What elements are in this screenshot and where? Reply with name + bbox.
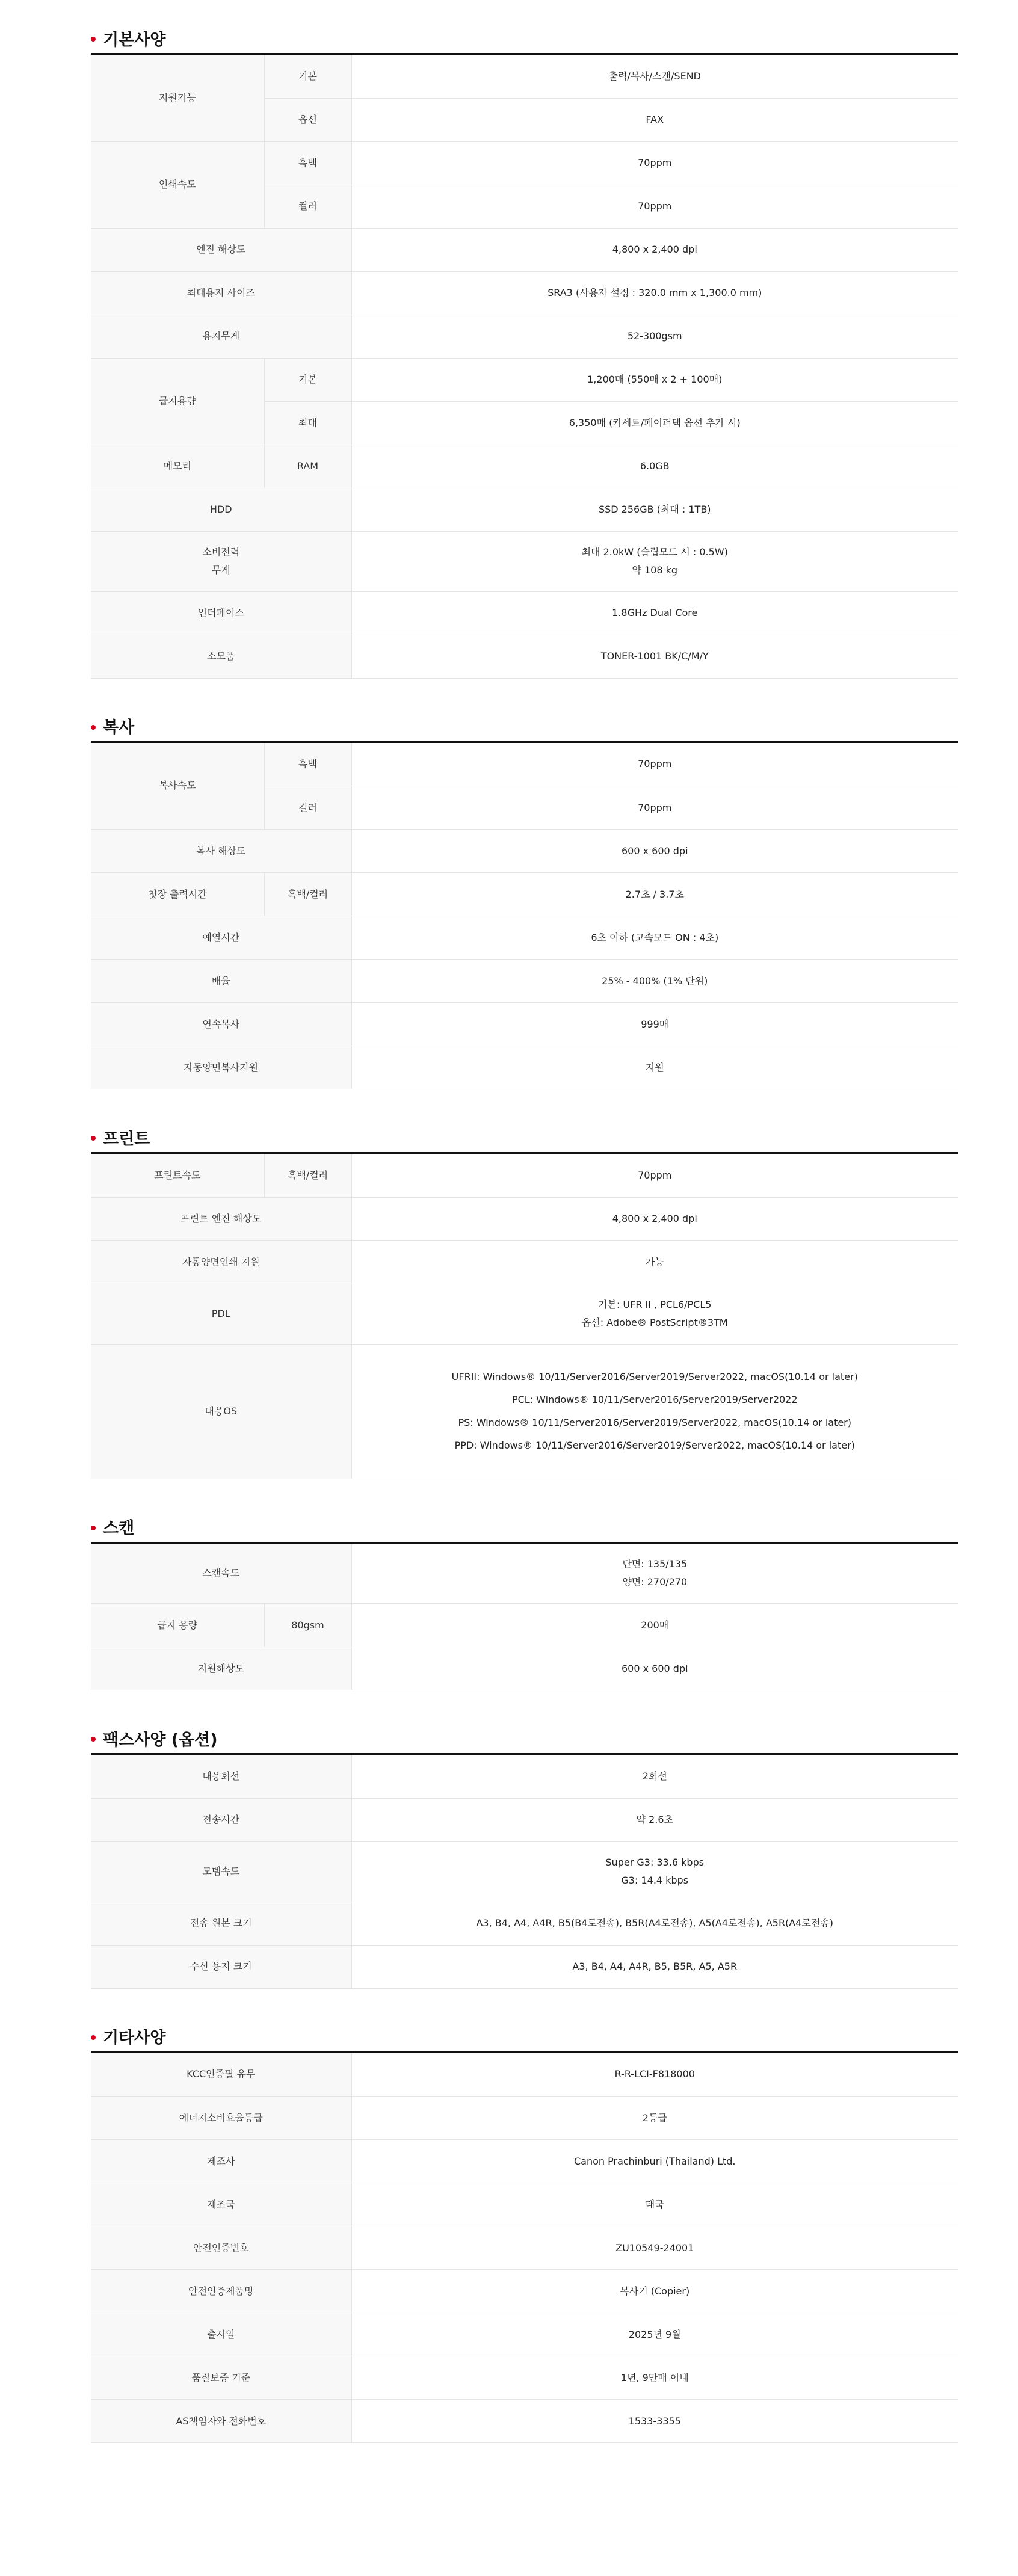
section-title-text: 프린트 xyxy=(103,1129,150,1148)
row-label: 자동양면복사지원 xyxy=(91,1046,351,1089)
row-sublabel: 옵션 xyxy=(264,98,351,141)
row-value: 600 x 600 dpi xyxy=(351,830,958,873)
table-row xyxy=(91,1240,958,1284)
table-row xyxy=(91,55,958,98)
row-label: 대응회선 xyxy=(91,1755,351,1798)
section-title-copy xyxy=(91,711,958,743)
table-row xyxy=(91,1284,958,1344)
table-row xyxy=(91,2356,958,2400)
section-title-etc xyxy=(91,2021,958,2053)
table-row xyxy=(91,830,958,873)
table-row xyxy=(91,1154,958,1197)
row-label: 인터페이스 xyxy=(91,591,351,635)
row-label: 연속복사 xyxy=(91,1003,351,1046)
row-value: 6,350매 (카세트/페이퍼덱 옵션 추가 시) xyxy=(351,401,958,445)
row-label: 프린트 엔진 해상도 xyxy=(91,1197,351,1240)
row-label: 전송시간 xyxy=(91,1798,351,1841)
row-label: 전송 원본 크기 xyxy=(91,1902,351,1945)
table-row xyxy=(91,960,958,1003)
section-title-text: 기타사양 xyxy=(103,2029,166,2047)
row-label: 지원기능 xyxy=(91,55,264,141)
section-fax xyxy=(91,1723,958,1989)
row-value: 6초 이하 (고속모드 ON : 4초) xyxy=(351,916,958,960)
row-value: R-R-LCI-F818000 xyxy=(351,2053,958,2097)
row-value: 4,800 x 2,400 dpi xyxy=(351,228,958,271)
table-row xyxy=(91,1841,958,1902)
row-sublabel: 최대 xyxy=(264,401,351,445)
row-sublabel: 컬러 xyxy=(264,185,351,228)
row-label: 안전인증번호 xyxy=(91,2226,351,2270)
row-label: 메모리 xyxy=(91,445,264,488)
table-row xyxy=(91,315,958,358)
row-label xyxy=(91,531,351,591)
row-value xyxy=(351,1344,958,1479)
table-row xyxy=(91,2097,958,2140)
table-row xyxy=(91,228,958,271)
row-value xyxy=(351,1841,958,1902)
row-label: 수신 용지 크기 xyxy=(91,1945,351,1988)
row-value: 70ppm xyxy=(351,786,958,830)
row-label: 자동양면인쇄 지원 xyxy=(91,1240,351,1284)
section-title-fax xyxy=(91,1723,958,1755)
row-value-line: 약 108 kg xyxy=(632,564,678,576)
table-row xyxy=(91,2053,958,2097)
spec-table-copy xyxy=(91,743,958,1090)
row-label: 소모품 xyxy=(91,635,351,678)
row-label: 복사속도 xyxy=(91,743,264,830)
row-label: 배율 xyxy=(91,960,351,1003)
spec-table-print xyxy=(91,1154,958,1479)
row-label: 급지용량 xyxy=(91,358,264,445)
row-label: HDD xyxy=(91,488,351,531)
row-value: 999매 xyxy=(351,1003,958,1046)
table-row xyxy=(91,1647,958,1690)
table-row xyxy=(91,141,958,185)
row-value: 2등급 xyxy=(351,2097,958,2140)
table-row xyxy=(91,916,958,960)
table-row xyxy=(91,488,958,531)
row-value: FAX xyxy=(351,98,958,141)
row-value: 약 2.6초 xyxy=(351,1798,958,1841)
row-sublabel: 흑백/컬러 xyxy=(264,873,351,916)
bullet-dot-icon xyxy=(91,1526,96,1530)
row-value-line: 단면: 135/135 xyxy=(622,1558,688,1570)
table-row xyxy=(91,1798,958,1841)
row-sublabel: 흑백 xyxy=(264,743,351,786)
section-title-text: 팩스사양 (옵션) xyxy=(103,1730,218,1749)
table-row xyxy=(91,531,958,591)
os-support-line: UFRII: Windows® 10/11/Server2016/Server2019/Server2022, macOS(10.14 or later) xyxy=(451,1371,858,1382)
table-row xyxy=(91,1604,958,1647)
row-value: SSD 256GB (최대 : 1TB) xyxy=(351,488,958,531)
row-value: SRA3 (사용자 설정 : 320.0 mm x 1,300.0 mm) xyxy=(351,271,958,315)
row-value: 지원 xyxy=(351,1046,958,1089)
table-row xyxy=(91,873,958,916)
row-sublabel: 컬러 xyxy=(264,786,351,830)
row-label: 스캔속도 xyxy=(91,1544,351,1604)
row-label-line: 무게 xyxy=(211,564,230,576)
table-row xyxy=(91,591,958,635)
row-value: TONER-1001 BK/C/M/Y xyxy=(351,635,958,678)
row-label: 안전인증제품명 xyxy=(91,2270,351,2313)
table-row xyxy=(91,1544,958,1604)
table-row xyxy=(91,2270,958,2313)
table-row xyxy=(91,2226,958,2270)
row-value xyxy=(351,531,958,591)
section-title-scan xyxy=(91,1512,958,1544)
row-value-line: 옵션: Adobe® PostScript®3TM xyxy=(581,1317,728,1328)
row-label: 지원해상도 xyxy=(91,1647,351,1690)
row-label: 모뎀속도 xyxy=(91,1841,351,1902)
table-row xyxy=(91,1344,958,1479)
table-row xyxy=(91,2183,958,2226)
row-sublabel: 흑백 xyxy=(264,141,351,185)
row-value: 70ppm xyxy=(351,1154,958,1197)
row-value: 1.8GHz Dual Core xyxy=(351,591,958,635)
row-value: 가능 xyxy=(351,1240,958,1284)
row-value: Canon Prachinburi (Thailand) Ltd. xyxy=(351,2140,958,2183)
row-value-line: G3: 14.4 kbps xyxy=(621,1875,689,1886)
row-value: 태국 xyxy=(351,2183,958,2226)
row-value: 52-300gsm xyxy=(351,315,958,358)
table-row xyxy=(91,635,958,678)
row-label: 대응OS xyxy=(91,1344,351,1479)
section-title-text: 스캔 xyxy=(103,1519,135,1538)
row-sublabel: 80gsm xyxy=(264,1604,351,1647)
row-label: 엔진 해상도 xyxy=(91,228,351,271)
row-value: ZU10549-24001 xyxy=(351,2226,958,2270)
row-label: 첫장 출력시간 xyxy=(91,873,264,916)
row-label: KCC인증필 유무 xyxy=(91,2053,351,2097)
table-row xyxy=(91,445,958,488)
bullet-dot-icon xyxy=(91,1136,96,1141)
section-title-basic xyxy=(91,23,958,55)
row-label: PDL xyxy=(91,1284,351,1344)
table-row xyxy=(91,2313,958,2356)
table-row xyxy=(91,1902,958,1945)
row-label: AS책임자와 전화번호 xyxy=(91,2400,351,2443)
row-label: 급지 용량 xyxy=(91,1604,264,1647)
row-value: 복사기 (Copier) xyxy=(351,2270,958,2313)
row-value: 1년, 9만매 이내 xyxy=(351,2356,958,2400)
row-sublabel: RAM xyxy=(264,445,351,488)
row-value-line: 양면: 270/270 xyxy=(622,1576,688,1588)
row-value: 70ppm xyxy=(351,141,958,185)
row-label: 제조사 xyxy=(91,2140,351,2183)
row-sublabel: 기본 xyxy=(264,358,351,401)
row-label: 인쇄속도 xyxy=(91,141,264,228)
section-title-text: 복사 xyxy=(103,718,135,737)
row-label: 에너지소비효율등급 xyxy=(91,2097,351,2140)
row-label: 최대용지 사이즈 xyxy=(91,271,351,315)
row-value: 2회선 xyxy=(351,1755,958,1798)
spec-table-etc xyxy=(91,2053,958,2444)
row-value: 1533-3355 xyxy=(351,2400,958,2443)
row-label: 제조국 xyxy=(91,2183,351,2226)
table-row xyxy=(91,1945,958,1988)
row-value xyxy=(351,1544,958,1604)
row-label: 프린트속도 xyxy=(91,1154,264,1197)
bullet-dot-icon xyxy=(91,37,96,42)
section-etc xyxy=(91,2021,958,2444)
table-row xyxy=(91,1003,958,1046)
bullet-dot-icon xyxy=(91,2035,96,2040)
row-value: 70ppm xyxy=(351,743,958,786)
bullet-dot-icon xyxy=(91,1737,96,1742)
row-value: 25% - 400% (1% 단위) xyxy=(351,960,958,1003)
section-scan xyxy=(91,1512,958,1691)
row-value-line: 기본: UFR II , PCL6/PCL5 xyxy=(598,1299,712,1310)
row-value: 2025년 9월 xyxy=(351,2313,958,2356)
table-row xyxy=(91,1755,958,1798)
row-label: 품질보증 기준 xyxy=(91,2356,351,2400)
row-value: A3, B4, A4, A4R, B5, B5R, A5, A5R xyxy=(351,1945,958,1988)
spec-table-fax xyxy=(91,1755,958,1989)
table-row xyxy=(91,358,958,401)
row-value: 70ppm xyxy=(351,185,958,228)
row-value: 600 x 600 dpi xyxy=(351,1647,958,1690)
row-label: 용지무게 xyxy=(91,315,351,358)
row-label-line: 소비전력 xyxy=(202,546,240,558)
row-sublabel: 기본 xyxy=(264,55,351,98)
section-copy xyxy=(91,711,958,1090)
row-value: A3, B4, A4, A4R, B5(B4로전송), B5R(A4로전송), A5(A4로전송), A5R(A4로전송) xyxy=(351,1902,958,1945)
table-row xyxy=(91,1046,958,1089)
section-print xyxy=(91,1122,958,1479)
row-value: 2.7초 / 3.7초 xyxy=(351,873,958,916)
row-label: 출시일 xyxy=(91,2313,351,2356)
table-row xyxy=(91,2400,958,2443)
row-value: 6.0GB xyxy=(351,445,958,488)
table-row xyxy=(91,743,958,786)
os-support-line: PS: Windows® 10/11/Server2016/Server2019/Server2022, macOS(10.14 or later) xyxy=(458,1417,851,1428)
row-label: 예열시간 xyxy=(91,916,351,960)
spec-table-basic xyxy=(91,55,958,679)
bullet-dot-icon xyxy=(91,725,96,730)
row-value: 4,800 x 2,400 dpi xyxy=(351,1197,958,1240)
row-value: 1,200매 (550매 x 2 + 100매) xyxy=(351,358,958,401)
section-title-text: 기본사양 xyxy=(103,30,166,49)
row-value: 200매 xyxy=(351,1604,958,1647)
row-value-line: 최대 2.0kW (슬립모드 시 : 0.5W) xyxy=(581,546,728,558)
row-label: 복사 해상도 xyxy=(91,830,351,873)
os-support-line: PPD: Windows® 10/11/Server2016/Server2019/Server2022, macOS(10.14 or later) xyxy=(454,1440,855,1451)
row-value-line: Super G3: 33.6 kbps xyxy=(605,1857,705,1868)
row-value xyxy=(351,1284,958,1344)
table-row xyxy=(91,271,958,315)
section-basic xyxy=(91,23,958,679)
row-sublabel: 흑백/컬러 xyxy=(264,1154,351,1197)
section-title-print xyxy=(91,1122,958,1154)
table-row xyxy=(91,1197,958,1240)
spec-table-scan xyxy=(91,1544,958,1691)
table-row xyxy=(91,2140,958,2183)
row-value: 출력/복사/스캔/SEND xyxy=(351,55,958,98)
os-support-line: PCL: Windows® 10/11/Server2016/Server2019/Server2022 xyxy=(511,1394,798,1405)
